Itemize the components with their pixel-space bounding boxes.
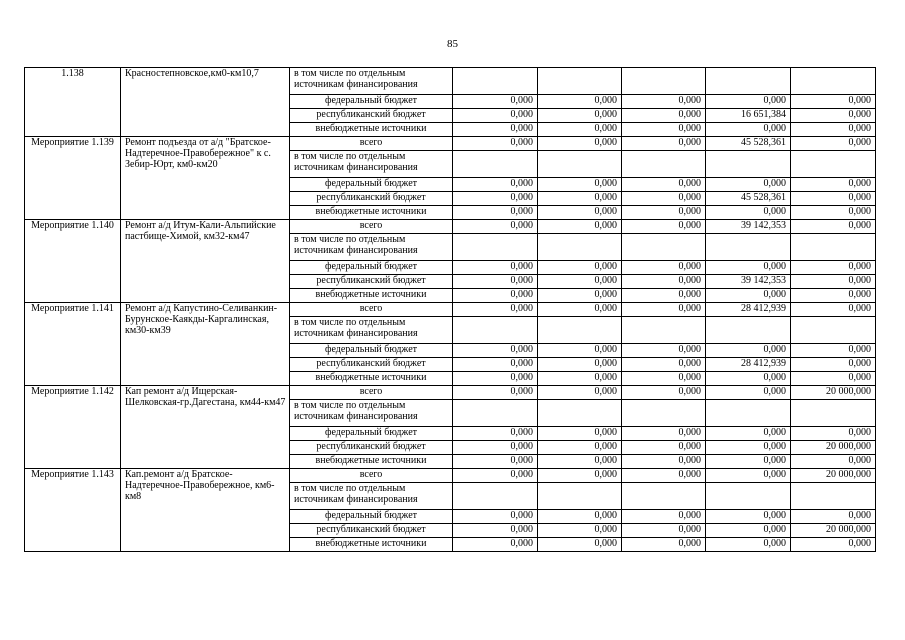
value-cell: 0,000 (538, 192, 622, 206)
value-cell: 0,000 (538, 220, 622, 234)
funding-source: республиканский бюджет (290, 109, 453, 123)
value-cell: 0,000 (622, 137, 706, 151)
value-cell: 0,000 (453, 303, 538, 317)
value-cell: 0,000 (706, 427, 791, 441)
funding-source: внебюджетные источники (290, 289, 453, 303)
value-cell: 0,000 (622, 220, 706, 234)
value-cell: 0,000 (453, 275, 538, 289)
measure-name: Ремонт а/д Капустино-Селиванкин-Бурунское-Каякды-Каргалинская, км30-км39 (121, 303, 290, 386)
value-cell: 0,000 (622, 289, 706, 303)
value-cell: 0,000 (538, 206, 622, 220)
value-cell: 0,000 (706, 206, 791, 220)
value-cell: 0,000 (538, 469, 622, 483)
value-cell: 28 412,939 (706, 358, 791, 372)
funding-source: в том числе по отдельным источникам финансирования (290, 68, 453, 95)
value-cell: 0,000 (453, 386, 538, 400)
value-cell: 0,000 (538, 95, 622, 109)
value-cell: 0,000 (453, 206, 538, 220)
measure-code: Мероприятие 1.139 (25, 137, 121, 220)
value-cell: 0,000 (622, 372, 706, 386)
value-cell: 0,000 (791, 303, 876, 317)
funding-source: федеральный бюджет (290, 178, 453, 192)
value-cell (791, 483, 876, 510)
value-cell (453, 483, 538, 510)
value-cell: 0,000 (538, 441, 622, 455)
value-cell (706, 234, 791, 261)
value-cell: 0,000 (538, 261, 622, 275)
value-cell: 0,000 (453, 510, 538, 524)
value-cell: 0,000 (453, 524, 538, 538)
value-cell: 0,000 (622, 109, 706, 123)
value-cell (622, 151, 706, 178)
value-cell: 0,000 (453, 538, 538, 552)
funding-source: республиканский бюджет (290, 441, 453, 455)
value-cell: 0,000 (706, 261, 791, 275)
value-cell: 0,000 (622, 275, 706, 289)
funding-source: в том числе по отдельным источникам финансирования (290, 317, 453, 344)
value-cell (791, 151, 876, 178)
value-cell: 0,000 (791, 137, 876, 151)
value-cell: 0,000 (453, 192, 538, 206)
funding-source: всего (290, 220, 453, 234)
value-cell: 0,000 (622, 386, 706, 400)
value-cell (622, 483, 706, 510)
value-cell: 0,000 (538, 303, 622, 317)
value-cell: 0,000 (791, 538, 876, 552)
value-cell: 0,000 (622, 261, 706, 275)
measure-name: Кап ремонт а/д Ищерская-Шелковская-гр.Дагестана, км44-км47 (121, 386, 290, 469)
table-row (25, 137, 876, 151)
funding-source: всего (290, 303, 453, 317)
value-cell (791, 234, 876, 261)
value-cell: 0,000 (622, 441, 706, 455)
table-row (25, 469, 876, 483)
measure-code: 1.138 (25, 68, 121, 137)
value-cell: 0,000 (622, 303, 706, 317)
value-cell: 0,000 (622, 524, 706, 538)
value-cell: 0,000 (791, 206, 876, 220)
budget-table (24, 67, 876, 552)
value-cell: 0,000 (453, 123, 538, 137)
value-cell: 0,000 (538, 386, 622, 400)
value-cell (538, 234, 622, 261)
value-cell: 0,000 (622, 123, 706, 137)
value-cell: 0,000 (622, 469, 706, 483)
funding-source: в том числе по отдельным источникам финансирования (290, 400, 453, 427)
value-cell: 0,000 (538, 344, 622, 358)
funding-source: в том числе по отдельным источникам финансирования (290, 483, 453, 510)
value-cell: 0,000 (453, 289, 538, 303)
value-cell (538, 400, 622, 427)
value-cell: 0,000 (706, 524, 791, 538)
table-row (25, 68, 876, 95)
funding-source: всего (290, 386, 453, 400)
value-cell: 0,000 (706, 469, 791, 483)
value-cell (791, 400, 876, 427)
funding-source: федеральный бюджет (290, 510, 453, 524)
table-row (25, 220, 876, 234)
value-cell: 0,000 (538, 510, 622, 524)
value-cell: 0,000 (706, 510, 791, 524)
value-cell: 45 528,361 (706, 137, 791, 151)
value-cell: 0,000 (706, 372, 791, 386)
value-cell: 0,000 (791, 372, 876, 386)
funding-source: республиканский бюджет (290, 192, 453, 206)
value-cell: 0,000 (791, 289, 876, 303)
value-cell: 0,000 (706, 123, 791, 137)
value-cell: 0,000 (538, 109, 622, 123)
funding-source: федеральный бюджет (290, 95, 453, 109)
funding-source: внебюджетные источники (290, 206, 453, 220)
value-cell (706, 151, 791, 178)
measure-code: Мероприятие 1.140 (25, 220, 121, 303)
funding-source: республиканский бюджет (290, 275, 453, 289)
value-cell: 0,000 (622, 95, 706, 109)
value-cell: 0,000 (791, 123, 876, 137)
value-cell: 20 000,000 (791, 524, 876, 538)
value-cell: 0,000 (706, 178, 791, 192)
measure-name: Ремонт а/д Итум-Кали-Альпийские пастбище-Химой, км32-км47 (121, 220, 290, 303)
funding-source: внебюджетные источники (290, 372, 453, 386)
value-cell: 0,000 (791, 275, 876, 289)
value-cell: 0,000 (791, 510, 876, 524)
value-cell (453, 68, 538, 95)
value-cell (453, 151, 538, 178)
value-cell: 0,000 (538, 358, 622, 372)
table-row (25, 386, 876, 400)
value-cell (706, 400, 791, 427)
value-cell: 0,000 (453, 261, 538, 275)
value-cell: 0,000 (538, 123, 622, 137)
value-cell: 20 000,000 (791, 386, 876, 400)
value-cell: 39 142,353 (706, 220, 791, 234)
value-cell: 0,000 (791, 455, 876, 469)
value-cell: 0,000 (791, 261, 876, 275)
value-cell: 0,000 (791, 358, 876, 372)
funding-source: всего (290, 469, 453, 483)
value-cell: 0,000 (453, 178, 538, 192)
value-cell: 0,000 (622, 344, 706, 358)
value-cell: 0,000 (622, 178, 706, 192)
value-cell: 0,000 (538, 524, 622, 538)
value-cell: 0,000 (791, 427, 876, 441)
value-cell: 0,000 (791, 344, 876, 358)
page-number: 85 (447, 38, 458, 50)
value-cell: 0,000 (791, 220, 876, 234)
value-cell (622, 400, 706, 427)
value-cell: 0,000 (538, 455, 622, 469)
value-cell (538, 68, 622, 95)
value-cell: 0,000 (706, 344, 791, 358)
measure-name: Кап.ремонт а/д Братское-Надтеречное-Правобережное, км6-км8 (121, 469, 290, 552)
value-cell: 0,000 (791, 178, 876, 192)
value-cell: 0,000 (706, 289, 791, 303)
funding-source: республиканский бюджет (290, 524, 453, 538)
measure-code: Мероприятие 1.141 (25, 303, 121, 386)
value-cell: 0,000 (453, 344, 538, 358)
value-cell: 0,000 (706, 386, 791, 400)
funding-source: федеральный бюджет (290, 344, 453, 358)
value-cell (453, 234, 538, 261)
value-cell: 0,000 (538, 178, 622, 192)
value-cell: 0,000 (538, 427, 622, 441)
funding-source: внебюджетные источники (290, 123, 453, 137)
value-cell: 0,000 (706, 455, 791, 469)
value-cell (538, 317, 622, 344)
funding-source: внебюджетные источники (290, 455, 453, 469)
value-cell (706, 317, 791, 344)
value-cell: 0,000 (706, 95, 791, 109)
value-cell (622, 317, 706, 344)
value-cell: 0,000 (791, 109, 876, 123)
value-cell: 0,000 (622, 538, 706, 552)
value-cell: 0,000 (622, 427, 706, 441)
value-cell: 0,000 (538, 275, 622, 289)
value-cell (622, 68, 706, 95)
funding-source: федеральный бюджет (290, 427, 453, 441)
value-cell (706, 68, 791, 95)
funding-source: республиканский бюджет (290, 358, 453, 372)
value-cell: 0,000 (622, 206, 706, 220)
value-cell: 0,000 (453, 455, 538, 469)
value-cell (622, 234, 706, 261)
table-body (25, 68, 876, 552)
funding-source: в том числе по отдельным источникам финансирования (290, 234, 453, 261)
value-cell: 0,000 (538, 289, 622, 303)
value-cell: 0,000 (791, 95, 876, 109)
value-cell (538, 483, 622, 510)
value-cell: 45 528,361 (706, 192, 791, 206)
value-cell: 0,000 (453, 372, 538, 386)
value-cell: 0,000 (538, 137, 622, 151)
value-cell: 0,000 (453, 95, 538, 109)
value-cell: 0,000 (706, 441, 791, 455)
value-cell (791, 68, 876, 95)
value-cell: 0,000 (538, 372, 622, 386)
value-cell: 16 651,384 (706, 109, 791, 123)
value-cell: 0,000 (453, 358, 538, 372)
funding-source: в том числе по отдельным источникам финансирования (290, 151, 453, 178)
value-cell: 0,000 (622, 358, 706, 372)
value-cell: 0,000 (453, 427, 538, 441)
funding-source: федеральный бюджет (290, 261, 453, 275)
value-cell: 28 412,939 (706, 303, 791, 317)
value-cell (453, 400, 538, 427)
value-cell: 0,000 (622, 510, 706, 524)
value-cell: 0,000 (791, 192, 876, 206)
measure-name: Ремонт подъезда от а/д "Братское-Надтеречное-Правобережное" к с. Зебир-Юрт, км0-км20 (121, 137, 290, 220)
value-cell: 20 000,000 (791, 441, 876, 455)
value-cell: 0,000 (622, 192, 706, 206)
measure-code: Мероприятие 1.143 (25, 469, 121, 552)
value-cell: 20 000,000 (791, 469, 876, 483)
value-cell: 0,000 (622, 455, 706, 469)
value-cell (791, 317, 876, 344)
value-cell (453, 317, 538, 344)
funding-source: всего (290, 137, 453, 151)
funding-source: внебюджетные источники (290, 538, 453, 552)
table-row (25, 303, 876, 317)
value-cell: 0,000 (453, 137, 538, 151)
value-cell: 0,000 (453, 220, 538, 234)
value-cell: 39 142,353 (706, 275, 791, 289)
value-cell: 0,000 (453, 441, 538, 455)
value-cell (706, 483, 791, 510)
measure-name: Красностепновское,км0-км10,7 (121, 68, 290, 137)
value-cell: 0,000 (453, 469, 538, 483)
measure-code: Мероприятие 1.142 (25, 386, 121, 469)
value-cell (538, 151, 622, 178)
value-cell: 0,000 (706, 538, 791, 552)
value-cell: 0,000 (453, 109, 538, 123)
value-cell: 0,000 (538, 538, 622, 552)
